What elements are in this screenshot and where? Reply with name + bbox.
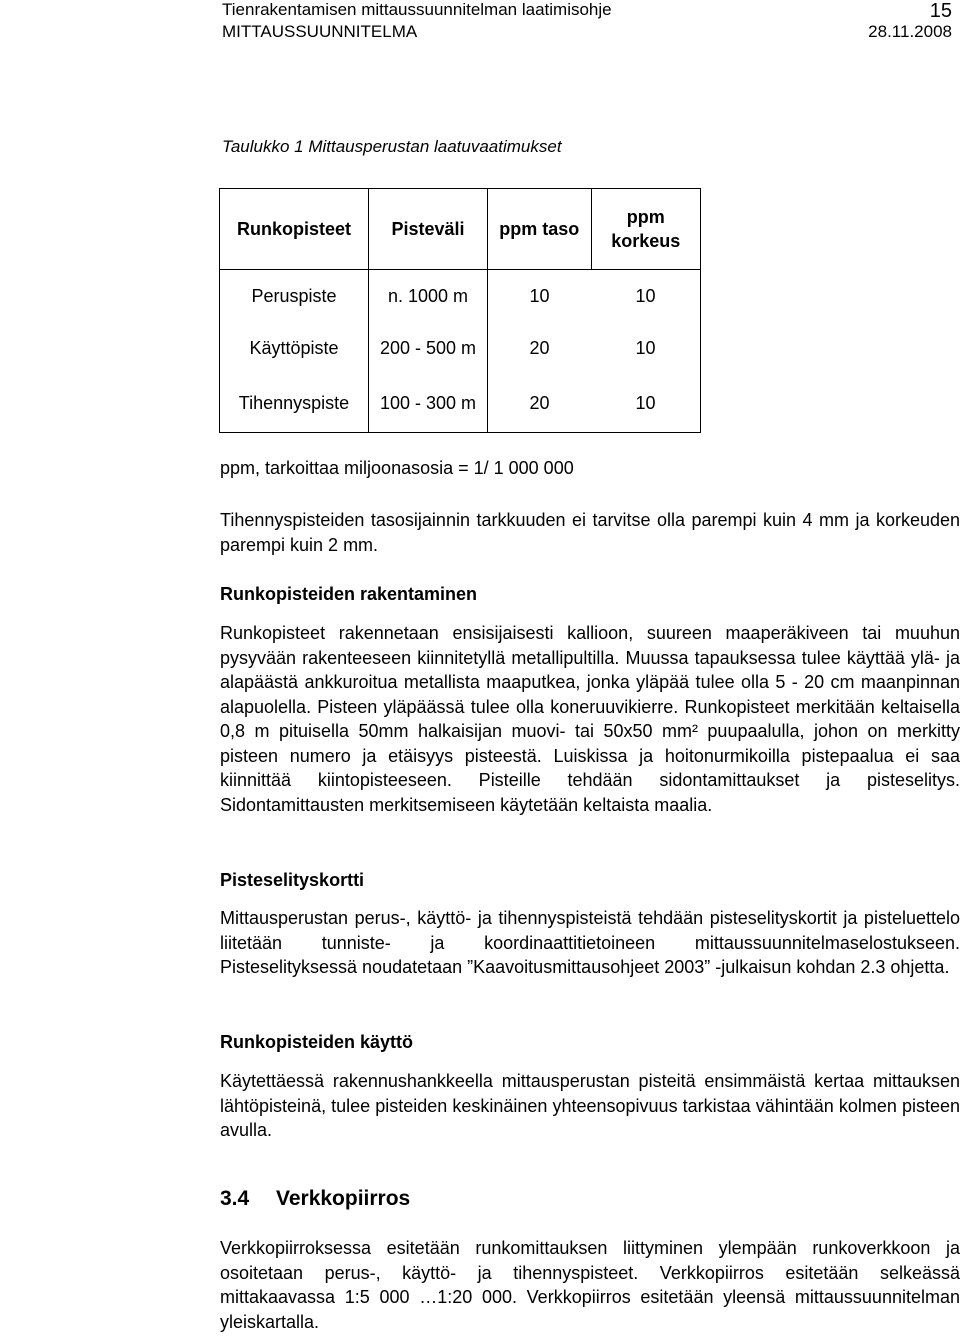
table-cell: 20 bbox=[488, 374, 592, 433]
section-paragraph: Verkkopiirroksessa esitetään runkomittauksen liittyminen ylempään runkoverkkoon ja osoitetaan perus-, käyttö- ja tihennyspisteet. Verkkopiirros esitetään selkeässä mittakaavassa 1:5 000 …1:20 000. Verkkopiirros esitetään yleensä mittaussuunnitelman yleiskartalla. bbox=[220, 1238, 960, 1332]
table-row bbox=[220, 322, 701, 374]
page-number: 15 bbox=[929, 0, 952, 22]
document-title: Tienrakentamisen mittaussuunnitelman laatimisohje bbox=[222, 0, 612, 19]
table-cell: n. 1000 m bbox=[369, 270, 488, 323]
table-row bbox=[220, 270, 701, 323]
section-heading: Pisteselityskortti bbox=[220, 870, 365, 890]
quality-requirements-table bbox=[219, 188, 701, 433]
column-header: Runkopisteet bbox=[220, 189, 369, 270]
table-cell: Tihennyspiste bbox=[220, 374, 369, 433]
section-heading: Runkopisteiden rakentaminen bbox=[220, 584, 478, 604]
table-cell: 10 bbox=[591, 270, 701, 323]
column-header: ppm korkeus bbox=[591, 189, 701, 270]
column-header: Pisteväli bbox=[369, 189, 488, 270]
table-cell: 200 - 500 m bbox=[369, 322, 488, 374]
document-subtitle: MITTAUSSUUNNITELMA bbox=[222, 22, 418, 41]
table-caption: Taulukko 1 Mittausperustan laatuvaatimukset bbox=[222, 137, 562, 156]
tihennys-paragraph: Tihennyspisteiden tasosijainnin tarkkuuden ei tarvitse olla parempi kuin 4 mm ja korkeuden parempi kuin 2 mm. bbox=[220, 510, 960, 555]
table-cell: 10 bbox=[591, 322, 701, 374]
section-paragraph: Runkopisteet rakennetaan ensisijaisesti kallioon, suureen maaperäkiveen tai muuhun pysyvään rakenteeseen kiinnitetyllä metallipultilla. Muussa tapauksessa tulee käyttää ylä- ja alapäästä ankkuroitua metallista maaputkea, jonka yläpää tulee olla 5 - 20 cm maanpinnan alapuolella. Pisteen yläpäässä tulee olla koneruuvikierre. Runkopisteet merkitään keltaisella 0,8 m pituisella 50mm halkaisijan muovi- tai 50x50 mm² puupaalulla, johon on merkitty pisteen numero ja etäisyys pisteestä. Luiskissa ja hoitonurmikoilla pistepaalua ei saa kiinnittää kiintopisteeseen. Pisteille tehdään sidontamittaukset ja pisteselitys. Sidontamittausten merkitsemiseen käytetään keltaista maalia. bbox=[220, 623, 960, 815]
chapter-heading bbox=[220, 1186, 410, 1212]
table-row bbox=[220, 374, 701, 433]
column-header: ppm taso bbox=[488, 189, 592, 270]
table-cell: Peruspiste bbox=[220, 270, 369, 323]
document-date: 28.11.2008 bbox=[868, 22, 952, 41]
table-cell: 100 - 300 m bbox=[369, 374, 488, 433]
chapter-title: Verkkopiirros bbox=[276, 1187, 411, 1210]
section-paragraph: Mittausperustan perus-, käyttö- ja tihennyspisteistä tehdään pisteselityskortit ja pisteluettelo liitetään tunniste- ja koordinaattitietoineen mittaussuunnitelmaselostukseen. Pisteselityksessä noudatetaan ”Kaavoitusmittausohjeet 2003” -julkaisun kohdan 2.3 ohjetta. bbox=[220, 908, 960, 977]
table-cell: Käyttöpiste bbox=[220, 322, 369, 374]
chapter-number: 3.4 bbox=[220, 1187, 250, 1210]
table-cell: 10 bbox=[591, 374, 701, 433]
ppm-note: ppm, tarkoittaa miljoonasosia = 1/ 1 000 000 bbox=[220, 458, 574, 478]
table-cell: 20 bbox=[529, 338, 550, 358]
section-paragraph: Käytettäessä rakennushankkeella mittausperustan pisteitä ensimmäistä kertaa mittauksen lähtöpisteinä, tulee pisteiden keskinäinen yhteensopivuus tarkistaa vähintään kolmen pisteen avulla. bbox=[220, 1071, 960, 1140]
section-heading: Runkopisteiden käyttö bbox=[220, 1032, 414, 1052]
table-cell: 10 bbox=[529, 286, 550, 306]
table-header-row bbox=[220, 189, 701, 270]
